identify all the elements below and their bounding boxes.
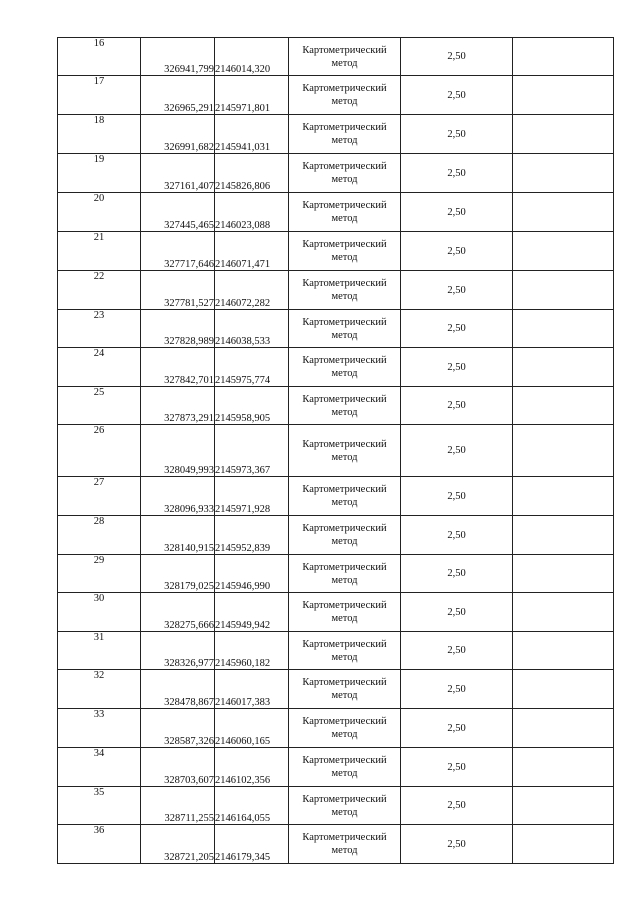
note-cell [513, 154, 614, 193]
coordinate-x: 326965,291 [141, 76, 215, 115]
method-line-1: Картометрический [302, 393, 387, 405]
method-line-1: Картометрический [302, 239, 387, 250]
note-cell [513, 38, 614, 76]
accuracy-value: 2,50 [401, 825, 513, 864]
method-line-2: метод [331, 368, 358, 379]
method-cell [289, 516, 401, 555]
table-row [58, 232, 614, 271]
coordinates-table-body [58, 38, 614, 864]
point-number: 21 [58, 232, 141, 271]
point-number: 19 [58, 154, 141, 193]
note-cell [513, 709, 614, 748]
method-line-2: метод [331, 729, 358, 740]
note-cell [513, 555, 614, 593]
coordinate-y: 2145971,801 [215, 76, 289, 115]
note-cell [513, 787, 614, 825]
coordinate-y: 2146102,356 [215, 748, 289, 787]
table-row [58, 348, 614, 387]
method-line-1: Картометрический [302, 122, 387, 133]
coordinate-y: 2145949,942 [215, 593, 289, 632]
note-cell [513, 825, 614, 864]
coordinate-x: 328721,205 [141, 825, 215, 864]
method-line-1: Картометрический [302, 793, 387, 805]
accuracy-value: 2,50 [401, 425, 513, 477]
method-line-2: метод [331, 96, 358, 107]
accuracy-value: 2,50 [401, 670, 513, 709]
table-row [58, 825, 614, 864]
coordinate-x: 328703,607 [141, 748, 215, 787]
point-number: 30 [58, 593, 141, 632]
method-cell [289, 38, 401, 76]
accuracy-value: 2,50 [401, 310, 513, 348]
coordinate-y: 2146179,345 [215, 825, 289, 864]
coordinate-y: 2146072,282 [215, 271, 289, 310]
method-cell [289, 271, 401, 310]
coordinate-x: 328478,867 [141, 670, 215, 709]
coordinate-x: 328587,326 [141, 709, 215, 748]
point-number: 23 [58, 310, 141, 348]
accuracy-value: 2,50 [401, 115, 513, 154]
accuracy-value: 2,50 [401, 632, 513, 670]
coordinates-table [57, 37, 614, 864]
method-line-1: Картометрический [302, 161, 387, 172]
table-row [58, 425, 614, 477]
method-line-1: Картометрический [302, 523, 387, 534]
accuracy-value: 2,50 [401, 232, 513, 271]
note-cell [513, 387, 614, 425]
note-cell [513, 670, 614, 709]
point-number: 20 [58, 193, 141, 232]
point-number: 27 [58, 477, 141, 516]
coordinate-y: 2146014,320 [215, 38, 289, 76]
coordinate-x: 327717,646 [141, 232, 215, 271]
method-cell [289, 193, 401, 232]
coordinate-x: 328049,993 [141, 425, 215, 477]
coordinate-x: 328140,915 [141, 516, 215, 555]
method-line-1: Картометрический [302, 316, 387, 328]
coordinate-x: 327161,407 [141, 154, 215, 193]
method-line-2: метод [331, 768, 358, 779]
note-cell [513, 76, 614, 115]
note-cell [513, 593, 614, 632]
note-cell [513, 632, 614, 670]
method-line-2: метод [331, 291, 358, 302]
table-row [58, 670, 614, 709]
method-cell [289, 670, 401, 709]
method-line-2: метод [331, 174, 358, 185]
table-row [58, 154, 614, 193]
accuracy-value: 2,50 [401, 76, 513, 115]
method-cell [289, 387, 401, 425]
method-line-1: Картометрический [302, 355, 387, 366]
method-line-1: Картометрический [302, 484, 387, 495]
note-cell [513, 310, 614, 348]
coordinate-x: 326941,799 [141, 38, 215, 76]
method-cell [289, 232, 401, 271]
coordinate-y: 2145971,928 [215, 477, 289, 516]
method-line-2: метод [331, 135, 358, 146]
table-row [58, 555, 614, 593]
note-cell [513, 193, 614, 232]
coordinate-y: 2146060,165 [215, 709, 289, 748]
method-cell [289, 825, 401, 864]
coordinate-x: 326991,682 [141, 115, 215, 154]
accuracy-value: 2,50 [401, 348, 513, 387]
coordinate-y: 2146017,383 [215, 670, 289, 709]
method-line-1: Картометрический [302, 438, 387, 450]
point-number: 16 [58, 38, 141, 76]
method-line-1: Картометрический [302, 83, 387, 94]
accuracy-value: 2,50 [401, 593, 513, 632]
method-cell [289, 425, 401, 477]
accuracy-value: 2,50 [401, 477, 513, 516]
coordinate-y: 2146038,533 [215, 310, 289, 348]
coordinate-y: 2145973,367 [215, 425, 289, 477]
method-line-1: Картометрический [302, 832, 387, 843]
method-line-2: метод [331, 252, 358, 263]
coordinate-y: 2145960,182 [215, 632, 289, 670]
method-line-2: метод [331, 451, 358, 463]
table-row [58, 115, 614, 154]
coordinate-x: 328179,025 [141, 555, 215, 593]
coordinate-x: 327873,291 [141, 387, 215, 425]
method-cell [289, 787, 401, 825]
table-row [58, 38, 614, 76]
accuracy-value: 2,50 [401, 516, 513, 555]
method-line-1: Картометрический [302, 200, 387, 211]
note-cell [513, 115, 614, 154]
method-cell [289, 593, 401, 632]
point-number: 22 [58, 271, 141, 310]
table-row [58, 387, 614, 425]
coordinate-x: 328326,977 [141, 632, 215, 670]
point-number: 26 [58, 425, 141, 477]
method-cell [289, 154, 401, 193]
method-line-2: метод [331, 806, 358, 818]
accuracy-value: 2,50 [401, 271, 513, 310]
accuracy-value: 2,50 [401, 193, 513, 232]
note-cell [513, 425, 614, 477]
coordinate-x: 327842,701 [141, 348, 215, 387]
accuracy-value: 2,50 [401, 709, 513, 748]
coordinate-x: 328275,666 [141, 593, 215, 632]
table-row [58, 787, 614, 825]
method-line-2: метод [331, 651, 358, 663]
coordinate-y: 2145952,839 [215, 516, 289, 555]
method-line-2: метод [331, 213, 358, 224]
accuracy-value: 2,50 [401, 387, 513, 425]
method-line-1: Картометрический [302, 716, 387, 727]
method-line-2: метод [331, 536, 358, 547]
point-number: 36 [58, 825, 141, 864]
note-cell [513, 271, 614, 310]
table-row [58, 477, 614, 516]
coordinate-y: 2145941,031 [215, 115, 289, 154]
method-line-2: метод [331, 329, 358, 341]
accuracy-value: 2,50 [401, 787, 513, 825]
coordinate-y: 2146164,055 [215, 787, 289, 825]
table-row [58, 516, 614, 555]
method-line-2: метод [331, 690, 358, 701]
table-row [58, 271, 614, 310]
coordinate-y: 2145826,806 [215, 154, 289, 193]
note-cell [513, 516, 614, 555]
method-line-2: метод [331, 613, 358, 624]
method-line-1: Картометрический [302, 755, 387, 766]
point-number: 24 [58, 348, 141, 387]
note-cell [513, 348, 614, 387]
note-cell [513, 477, 614, 516]
method-line-1: Картометрический [302, 44, 387, 56]
coordinate-x: 327828,989 [141, 310, 215, 348]
coordinate-x: 328711,255 [141, 787, 215, 825]
method-cell [289, 477, 401, 516]
method-line-2: метод [331, 406, 358, 418]
accuracy-value: 2,50 [401, 555, 513, 593]
method-cell [289, 748, 401, 787]
coordinate-y: 2145958,905 [215, 387, 289, 425]
table-row [58, 310, 614, 348]
note-cell [513, 232, 614, 271]
table-row [58, 709, 614, 748]
note-cell [513, 748, 614, 787]
coordinate-y: 2146071,471 [215, 232, 289, 271]
method-line-2: метод [331, 497, 358, 508]
accuracy-value: 2,50 [401, 38, 513, 76]
coordinate-x: 327445,465 [141, 193, 215, 232]
point-number: 32 [58, 670, 141, 709]
method-line-1: Картометрический [302, 561, 387, 573]
table-row [58, 632, 614, 670]
point-number: 28 [58, 516, 141, 555]
coordinate-x: 327781,527 [141, 271, 215, 310]
point-number: 29 [58, 555, 141, 593]
point-number: 17 [58, 76, 141, 115]
coordinate-x: 328096,933 [141, 477, 215, 516]
method-cell [289, 555, 401, 593]
method-line-2: метод [331, 574, 358, 586]
method-line-1: Картометрический [302, 600, 387, 611]
method-line-1: Картометрический [302, 677, 387, 688]
table-row [58, 748, 614, 787]
method-cell [289, 115, 401, 154]
method-cell [289, 76, 401, 115]
table-row [58, 593, 614, 632]
table-row [58, 193, 614, 232]
point-number: 35 [58, 787, 141, 825]
point-number: 18 [58, 115, 141, 154]
method-cell [289, 348, 401, 387]
coordinate-y: 2146023,088 [215, 193, 289, 232]
accuracy-value: 2,50 [401, 748, 513, 787]
method-line-2: метод [331, 57, 358, 69]
method-cell [289, 709, 401, 748]
point-number: 33 [58, 709, 141, 748]
point-number: 34 [58, 748, 141, 787]
method-line-1: Картометрический [302, 278, 387, 289]
method-cell [289, 310, 401, 348]
point-number: 25 [58, 387, 141, 425]
method-line-1: Картометрический [302, 638, 387, 650]
point-number: 31 [58, 632, 141, 670]
method-cell [289, 632, 401, 670]
table-row [58, 76, 614, 115]
coordinate-y: 2145975,774 [215, 348, 289, 387]
accuracy-value: 2,50 [401, 154, 513, 193]
method-line-2: метод [331, 845, 358, 856]
coordinate-y: 2145946,990 [215, 555, 289, 593]
